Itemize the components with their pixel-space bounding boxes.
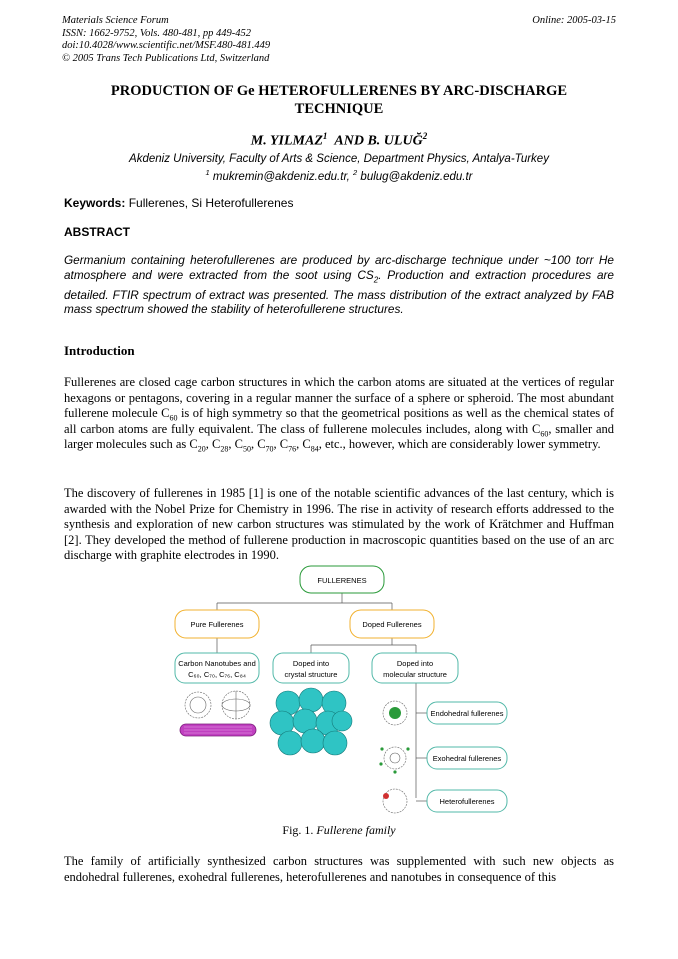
authors (62, 131, 616, 150)
paragraph-3: The family of artificially synthesized carbon structures was supplemented with such new objects as endohedral fullerenes, exohedral fullerenes, heterofullerenes and nanotubes in consequence of this (64, 854, 614, 884)
email-2-sup: 2 (353, 168, 358, 177)
title-line-2: TECHNIQUE (294, 101, 384, 117)
intro-heading: Introduction (64, 343, 135, 358)
author-and: AND (334, 133, 364, 149)
journal-header (62, 15, 616, 65)
root-node-label: FULLERENES (317, 576, 367, 585)
p1-sub: 70 (265, 444, 274, 454)
p1-i: , etc., however, which are considerably lower symmetry. (318, 437, 601, 451)
keywords-label: Keywords: (64, 196, 126, 210)
p1-sub: 60 (540, 429, 549, 438)
author-1: M. YILMAZ (250, 133, 323, 149)
p1-sub: 76 (288, 444, 297, 454)
p1-a: Fullerenes are closed cage carbon structures in which the carbon atoms are situated at the vertices of regular hexagons or pentagons, covering in a regular manner the surface of a sphere or spheroid. The most abundant fullerene molecule C (64, 375, 614, 420)
journal-name: Materials Science Forum (62, 15, 169, 26)
exohedral-label: Exohedral fullerenes (432, 754, 502, 763)
paragraph-1 (64, 375, 614, 453)
email-1: mukremin@akdeniz.edu.tr, (212, 170, 350, 183)
caption-text: Fullerene family (316, 823, 396, 837)
p1-sub: 84 (310, 444, 319, 454)
affiliation: Akdeniz University, Faculty of Arts & Science, Department Physics, Antalya-Turkey (129, 153, 549, 165)
paper-title (62, 82, 616, 118)
heterofullerenes-label: Heterofullerenes (439, 797, 495, 806)
abstract-sub: 2 (373, 274, 379, 284)
p1-sub: 20 (197, 444, 206, 454)
p1-h: , C (296, 437, 311, 451)
author-2-sup: 2 (422, 131, 428, 141)
author-1-sup: 1 (322, 131, 328, 141)
heterofullerene-sketch (383, 789, 407, 813)
doi-line: doi:10.4028/www.scientific.net/MSF.480-481.449 (62, 40, 271, 51)
title-line-1: PRODUCTION OF Ge HETEROFULLERENES BY ARC-DISCHARGE (110, 83, 568, 99)
p1-e: , C (228, 437, 243, 451)
p1-b: is of high symmetry so that the geometrical positions as well as the chemical states of all carbon atoms are fully equivalent. The class of fullerene molecules includes, along with C (64, 406, 614, 436)
nanotubes-label-1: Carbon Nanotubes and (178, 659, 256, 668)
affiliation-block (62, 152, 616, 184)
crystal-label-2: crystal structure (284, 670, 338, 679)
email-1-sup: 1 (205, 168, 210, 177)
caption-label: Fig. 1. (282, 823, 314, 837)
doped-fullerenes-label: Doped Fullerenes (362, 620, 422, 629)
c60-cage-sketch (185, 691, 250, 719)
author-2: B. ULUĞ (367, 133, 423, 149)
keywords (64, 196, 293, 210)
abstract-text (64, 253, 614, 317)
issn-line: ISSN: 1662-9752, Vols. 480-481, pp 449-452 (62, 27, 251, 39)
p1-sub: 50 (242, 444, 251, 454)
p1-g: , C (273, 437, 289, 451)
p1-f: , C (250, 437, 266, 451)
molecular-label-1: Doped into (396, 659, 434, 668)
copyright-line: © 2005 Trans Tech Publications Ltd, Switzerland (62, 52, 270, 64)
exohedral-sketch (379, 747, 409, 774)
p1-sub: 28 (220, 444, 229, 454)
doped-crystal-sketch (270, 688, 352, 755)
p1-c: , smaller and larger molecules such as C (64, 421, 614, 451)
crystal-label-1: Doped into (292, 659, 330, 668)
figure-caption (62, 823, 616, 838)
abstract-heading: ABSTRACT (64, 225, 130, 239)
email-2: bulug@akdeniz.edu.tr (360, 170, 473, 183)
emails (62, 166, 616, 184)
nanotubes-label-2: C₆₀, C₇₀, C₇₆, C₈₄ (188, 670, 246, 679)
abstract-part-2: . Production and extraction procedures are detailed. FTIR spectrum of extract was presented. The mass distribution of the extract analyzed by FAB mass spectrum showed the stability of heterofullerene structures. (64, 267, 614, 317)
endohedral-label: Endohedral fullerenes (430, 709, 504, 718)
p1-d: , C (205, 437, 221, 451)
paragraph-2: The discovery of fullerenes in 1985 [1] is one of the notable scientific advances of the last century, which is awarded with the Nobel Prize for Chemistry in 1996. The rise in activity of research efforts addressed to the synthesis and exploration of new carbon structures was stimulated by the work of Krätchmer and Huffman [2]. They developed the method of fullerene production in macroscopic quantities based on the use of an arc discharge with graphite electrodes in 1990. (64, 486, 614, 562)
p1-sub: 60 (169, 413, 178, 423)
abstract-part-1: Germanium containing heterofullerenes are produced by arc-discharge technique under ~100 torr He atmosphere and were extracted from the soot using CS (64, 253, 614, 282)
pure-fullerenes-label: Pure Fullerenes (190, 620, 244, 629)
endohedral-sketch (383, 701, 407, 725)
fullerene-family-figure (170, 563, 504, 823)
molecular-label-2: molecular structure (383, 670, 447, 679)
keywords-text: Fullerenes, Si Heterofullerenes (128, 196, 294, 210)
online-date: Online: 2005-03-15 (532, 15, 616, 26)
